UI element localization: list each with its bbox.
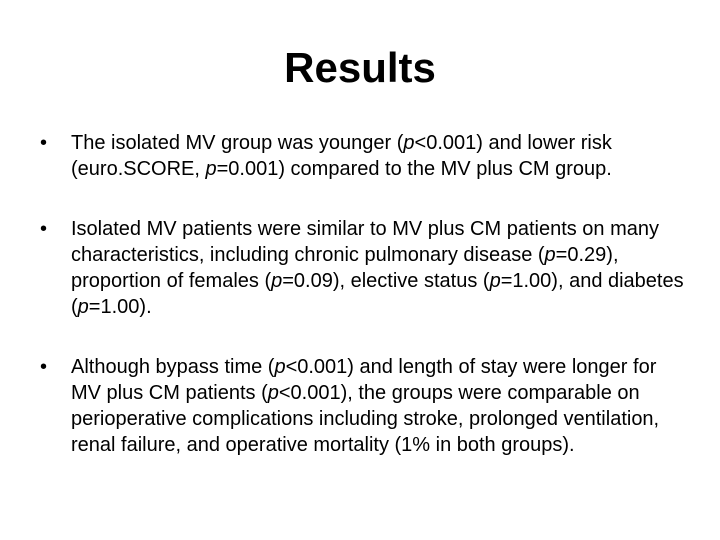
- bullet-item: [40, 216, 690, 320]
- bullet-text: [71, 356, 659, 456]
- italic-run: p: [274, 356, 286, 378]
- text-run: =0.09), elective status (: [282, 270, 490, 292]
- bullet-symbol: •: [40, 218, 48, 240]
- bullet-symbol: •: [40, 356, 48, 378]
- text-run: =1.00).: [88, 296, 152, 318]
- bullet-list: [40, 130, 690, 492]
- text-run: Isolated MV patients were similar to MV plus CM patients on many characteristics, including chronic pulmonary disease (: [71, 218, 660, 266]
- slide-title: Results: [284, 44, 436, 91]
- text-run: =0.001) compared to the MV plus CM group.: [216, 158, 612, 180]
- text-run: The isolated MV group was younger (: [71, 132, 404, 154]
- text-run: =0.29), proportion of females (: [71, 244, 619, 292]
- text-run: =1.00), and diabetes (: [71, 270, 684, 318]
- italic-run: p: [271, 270, 283, 292]
- text-run: <0.001) and lower risk (euro.SCORE,: [71, 132, 612, 180]
- bullet-symbol: •: [40, 132, 48, 154]
- italic-run: p: [489, 270, 501, 292]
- text-run: <0.001), the groups were comparable on perioperative complications including stroke, prolonged ventilation, renal failure, and operative mortality (1% in both groups).: [71, 382, 660, 456]
- italic-run: p: [544, 244, 556, 266]
- bullet-text: [71, 132, 612, 180]
- bullet-item: [40, 354, 690, 458]
- bullet-item: [40, 130, 690, 182]
- italic-run: p: [267, 382, 279, 404]
- bullet-text: [71, 218, 684, 318]
- text-run: <0.001) and length of stay were longer for MV plus CM patients (: [71, 356, 657, 404]
- text-run: Although bypass time (: [71, 356, 275, 378]
- italic-run: p: [77, 296, 89, 318]
- italic-run: p: [403, 132, 415, 154]
- italic-run: p: [205, 158, 217, 180]
